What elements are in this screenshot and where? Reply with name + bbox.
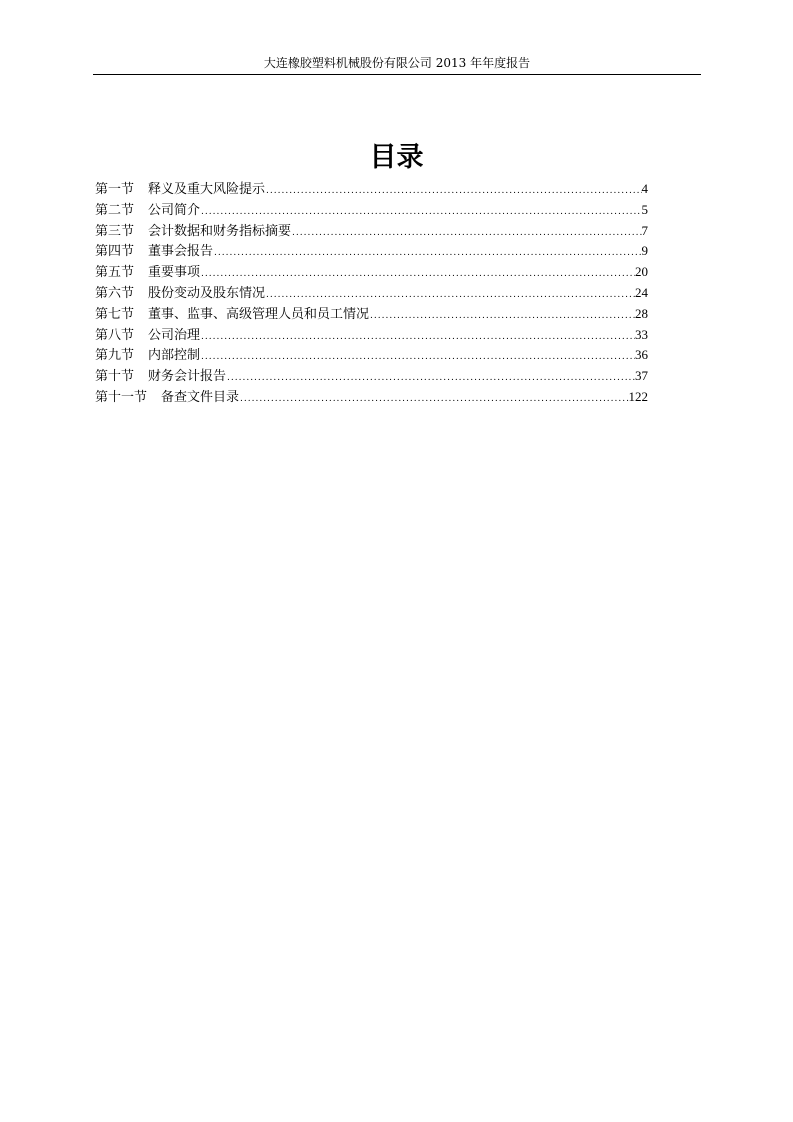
toc-item-7[interactable] <box>95 304 648 325</box>
toc-item-5[interactable] <box>95 262 648 283</box>
dot-leader <box>265 181 641 202</box>
toc-page-number: 36 <box>635 347 648 363</box>
toc-section-label: 会计数据和财务指标摘要 <box>148 223 292 239</box>
dot-leader <box>369 306 635 327</box>
toc-page-number: 9 <box>641 243 648 259</box>
toc-item-11[interactable] <box>95 387 648 408</box>
dot-leader <box>226 368 635 389</box>
dot-leader <box>213 243 641 264</box>
toc-page-number: 4 <box>641 181 648 196</box>
dot-leader <box>200 202 641 223</box>
toc-section-number: 第六节 <box>95 285 135 301</box>
toc-section-number: 第五节 <box>95 265 135 281</box>
toc-section-label: 股份变动及股东情况 <box>148 285 266 301</box>
toc-section-number: 第三节 <box>95 223 135 239</box>
dot-leader <box>200 264 635 285</box>
dot-leader <box>265 285 635 306</box>
toc-page-number: 28 <box>635 305 648 321</box>
page-header <box>93 52 701 75</box>
toc-item-6[interactable] <box>95 283 648 304</box>
toc-section-number: 第一节 <box>95 182 135 197</box>
toc-section-number: 第二节 <box>95 202 135 218</box>
toc-item-3[interactable] <box>95 221 648 242</box>
toc-section-number: 第七节 <box>95 306 135 322</box>
toc-title: 目录 <box>369 142 424 173</box>
dot-leader <box>239 389 628 410</box>
toc-item-9[interactable] <box>95 345 648 366</box>
toc-item-4[interactable] <box>95 241 648 262</box>
toc-page-number: 24 <box>635 284 648 300</box>
toc-item-8[interactable] <box>95 325 648 346</box>
toc-section-label: 公司治理 <box>148 327 201 343</box>
toc-section-label: 内部控制 <box>148 348 201 364</box>
dot-leader <box>200 327 635 348</box>
toc-section-label: 董事、监事、高级管理人员和员工情况 <box>148 306 370 322</box>
toc-section-number: 第八节 <box>95 327 135 343</box>
header-text: 大连橡胶塑料机械股份有限公司 2013 年年度报告 <box>263 56 531 70</box>
toc-section-label: 释义及重大风险提示 <box>148 182 266 197</box>
toc-page-number: 33 <box>635 326 648 342</box>
dot-leader <box>291 223 641 244</box>
toc-section-number: 第十节 <box>95 369 135 385</box>
toc-page-number: 7 <box>641 222 648 238</box>
toc-section-label: 重要事项 <box>148 265 201 281</box>
toc-section-number: 第十一节 <box>95 389 148 405</box>
toc-section-label: 董事会报告 <box>148 244 214 260</box>
toc-item-10[interactable] <box>95 366 648 387</box>
toc-page-number: 37 <box>635 368 648 384</box>
toc-item-2[interactable] <box>95 200 648 221</box>
toc-section-label: 公司简介 <box>148 202 201 218</box>
toc-section-number: 第九节 <box>95 348 135 364</box>
table-of-contents <box>95 179 648 408</box>
toc-section-label: 备查文件目录 <box>161 389 240 405</box>
toc-page-number: 20 <box>635 264 648 280</box>
toc-section-label: 财务会计报告 <box>148 369 227 385</box>
toc-section-number: 第四节 <box>95 244 135 260</box>
toc-page-number: 5 <box>641 201 648 217</box>
toc-item-1[interactable] <box>95 179 648 200</box>
toc-page-number: 122 <box>628 388 648 404</box>
dot-leader <box>200 347 635 368</box>
